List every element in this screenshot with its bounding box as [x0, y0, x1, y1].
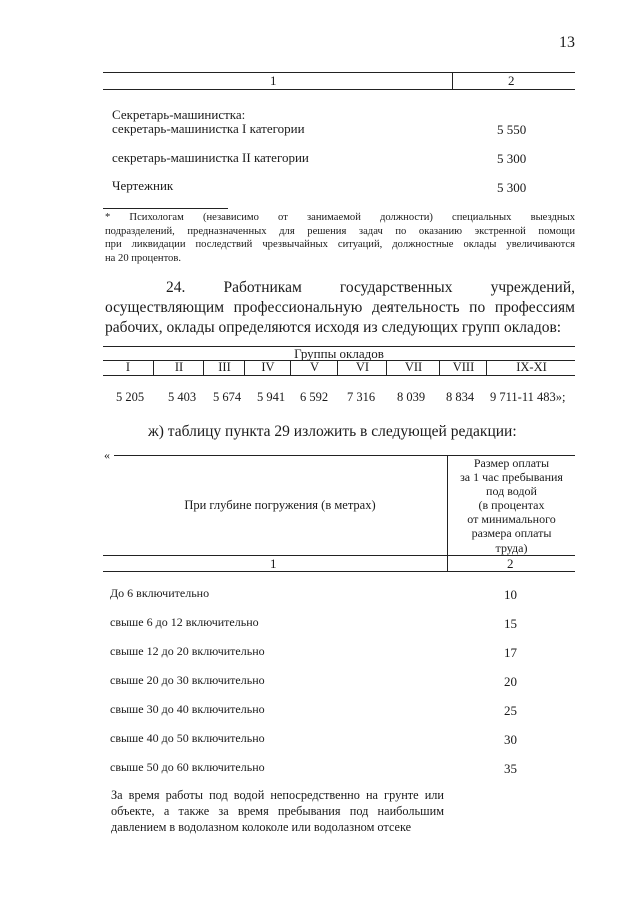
depth-row-label: свыше 20 до 30 включительно — [110, 673, 265, 687]
depth-row-value: 15 — [504, 616, 517, 631]
page-number: 13 — [559, 34, 575, 51]
depth-row-value: 30 — [504, 732, 517, 747]
group-header: I — [125, 360, 131, 374]
group-value: 8 039 — [397, 390, 426, 404]
header-line: (в процентах — [478, 498, 545, 513]
salary-row-label: Чертежник — [112, 178, 174, 193]
table-top-rule — [103, 72, 575, 73]
depth-row-value: 35 — [504, 761, 517, 776]
header-line: труда) — [495, 540, 528, 555]
footnote-line: на 20 процентов. — [105, 252, 182, 264]
group-value: 5 941 — [257, 390, 286, 404]
closing-text: За время работы под водой непосредственно на грунте или объекте, а также за время пребывания под наибольшим давлением в водолазном колоколе или водолазном отсеке — [111, 788, 444, 834]
group-header: IV — [244, 360, 291, 375]
group-header: V — [290, 360, 338, 375]
group-value: 7 316 — [347, 390, 376, 404]
opening-quote: « — [104, 448, 110, 462]
depth-row-label: свыше 50 до 60 включительно — [110, 760, 265, 774]
group-header: II — [153, 360, 204, 375]
group-header: IX-XI — [486, 360, 576, 375]
header-line: от минимального — [467, 512, 556, 527]
groups-table-bottom-rule — [103, 375, 575, 376]
table-header-col1: 1 — [270, 73, 277, 88]
paragraph-24: 24. Работникам государственных учреждений, осуществляющим профессиональную деятельность по профессиям рабочих, оклады определяются исходя из следующих групп окладов: — [105, 279, 575, 336]
groups-table-title: Группы окладов — [294, 346, 384, 361]
group-header: VII — [386, 360, 440, 375]
footnote-line: подразделений, предназначенных для решения задач по оказанию экстренной помощи — [105, 225, 575, 237]
depth-table-bottom-rule — [103, 571, 575, 572]
depth-table-header-col2 — [448, 456, 575, 555]
salary-row-value: 5 550 — [497, 122, 527, 137]
depth-table-colnum-1: 1 — [270, 556, 277, 571]
group-header: VI — [337, 360, 387, 375]
depth-row-value: 10 — [504, 587, 517, 602]
salary-row-label: Секретарь-машинистка: — [112, 107, 246, 122]
depth-table-header-col1: При глубине погружения (в метрах) — [184, 498, 376, 512]
depth-row-value: 17 — [504, 645, 517, 660]
salary-row-label: секретарь-машинистка II категории — [112, 150, 309, 165]
depth-row-label: свыше 12 до 20 включительно — [110, 644, 265, 658]
footnote-line: при ликвидации последствий чрезвычайных ситуаций, должностные оклады увеличиваются — [105, 239, 575, 250]
salary-row-label: секретарь-машинистка I категории — [112, 121, 305, 136]
depth-row-label: свыше 30 до 40 включительно — [110, 702, 265, 716]
depth-row-value: 20 — [504, 674, 517, 689]
footnote-line: * Психологам (независимо от занимаемой должности) специальных выездных — [105, 212, 575, 223]
subheading: ж) таблицу пункта 29 изложить в следующей редакции: — [148, 423, 517, 440]
header-line: Размер оплаты — [473, 456, 550, 470]
table-header-rule — [103, 89, 575, 90]
depth-row-value: 25 — [504, 703, 517, 718]
header-line: под водой — [486, 484, 537, 499]
depth-table-mid-rule — [103, 555, 575, 556]
footnote-separator — [103, 208, 228, 209]
header-line: размера оплаты — [471, 526, 552, 541]
group-value: 5 403 — [168, 390, 197, 404]
group-header: III — [203, 360, 245, 375]
depth-row-label: свыше 6 до 12 включительно — [110, 615, 259, 629]
salary-row-value: 5 300 — [497, 180, 527, 195]
table-header-col2: 2 — [508, 73, 515, 88]
footnote — [105, 211, 575, 265]
header-line: за 1 час пребывания — [460, 470, 563, 485]
group-value: 6 592 — [300, 390, 329, 404]
group-value: 5 674 — [213, 390, 242, 404]
group-value: 5 205 — [116, 390, 145, 404]
group-value: 9 711-11 483»; — [490, 390, 566, 404]
depth-table-colnum-2: 2 — [507, 556, 514, 571]
table-column-divider — [452, 72, 453, 89]
group-header: VIII — [439, 360, 487, 375]
group-value: 8 834 — [446, 390, 475, 404]
depth-row-label: свыше 40 до 50 включительно — [110, 731, 265, 745]
depth-row-label: До 6 включительно — [110, 586, 210, 600]
salary-row-value: 5 300 — [497, 151, 527, 166]
